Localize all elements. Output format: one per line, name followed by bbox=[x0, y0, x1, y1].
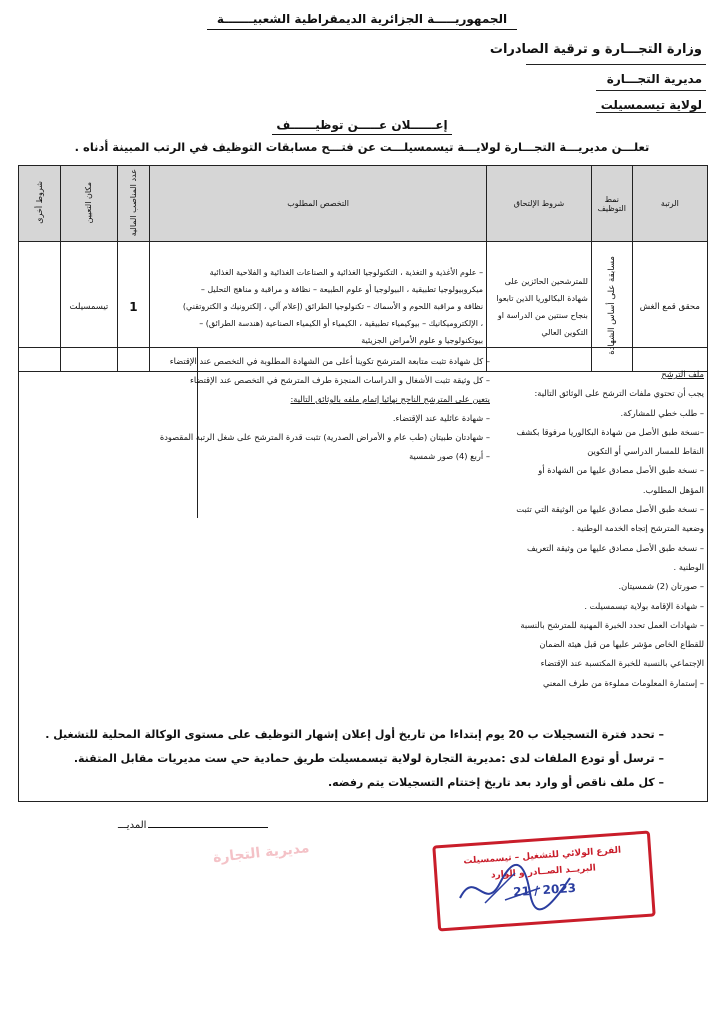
list-item: – أربع (4) صور شمسية bbox=[409, 451, 490, 461]
list-item: المؤهل المطلوب. bbox=[642, 484, 704, 495]
manager-signature-label bbox=[118, 820, 268, 831]
specialty-line: ميكروبيولوجيا تطبيقية ، البيولوجيا أو علوم الطبيعة – نظافة و مراقبة و مناهج التحليل – bbox=[200, 285, 484, 295]
faint-directorate-stamp: مديرية التجارة bbox=[212, 840, 311, 867]
specialty-line: ، الإلكتروميكانيك – بيوكيمياء تطبيقية ، الكيمياء أو الكيمياء الصناعية (هندسة الطرائق) – bbox=[199, 319, 484, 329]
header-grade: الرتبة bbox=[632, 166, 707, 242]
list-item: – نسخة طبق الأصل مصادق عليها من الشهادة أو bbox=[538, 465, 704, 476]
announcement-title-text: إعــــــلان عـــــن توظيــــــف bbox=[272, 118, 451, 135]
header-location bbox=[61, 166, 118, 242]
header-other-text: شروط أخرى bbox=[35, 181, 45, 225]
manager-label-text: المديـــ bbox=[118, 820, 147, 831]
file-list bbox=[499, 365, 704, 693]
note-submission-address: – ترسل أو تودع الملفات لدى :مديرية التجارة لولاية تيسمسيلت طريق حمادية حي ست مديريات مقابل المتقنة. bbox=[73, 752, 664, 765]
country-text: الجمهوريـــــة الجزائرية الديمقراطية الشعبيـــــــة bbox=[207, 12, 517, 30]
note-rejection: – كل ملف ناقص أو وارد بعد تاريخ إختتام التسجيلات يتم رفضه. bbox=[328, 776, 664, 789]
divider bbox=[596, 112, 706, 113]
list-item: للقطاع الخاص مؤشر عليها من قبل هيئة الضمان bbox=[539, 639, 704, 650]
header-positions-text: عدد المناصب المالية bbox=[128, 169, 138, 237]
list-item: الوطنية . bbox=[673, 561, 704, 572]
list-item: النقاط للمسار الدراسي أو التكوين bbox=[587, 446, 704, 457]
header-positions bbox=[117, 166, 149, 242]
list-item: – نسخة طبق الأصل مصادق عليها من وثيقة التعريف bbox=[526, 542, 704, 553]
stamp-line: البريــد الصــادر و الوارد bbox=[490, 863, 597, 881]
table-header-row bbox=[19, 166, 708, 242]
list-item: – شهادتان طبيتان (طب عام و الأمراض الصدرية) تثبت قدرة المترشح على شغل الرتبة المقصودة bbox=[159, 432, 490, 442]
divider bbox=[526, 64, 706, 65]
recruitment-table bbox=[18, 165, 708, 372]
wilaya-name: لولاية تيسمسيلت bbox=[600, 98, 702, 112]
list-item: – نسخة طبق الأصل مصادق عليها من الوثيقة التي تثبت bbox=[516, 504, 704, 515]
stamp-date: 2023 / 21 bbox=[512, 880, 577, 900]
header-specialty: التخصص المطلوب bbox=[150, 166, 487, 242]
list-item: – شهادة الإقامة بولاية تيسمسيلت . bbox=[584, 600, 704, 611]
list-item: – إستمارة المعلومات مملوءة من طرف المعني bbox=[543, 677, 704, 688]
cell-conditions: للمترشحين الحائزين على شهادة البكالوريا الذين تابعوا بنجاح سنتين من الدراسة او التكوين العالي bbox=[487, 242, 592, 372]
country-name bbox=[0, 12, 724, 26]
specialty-line: – علوم الأغذية و التغذية ، التكنولوجيا الغذائية و الصناعات الغذائية و الفلاحية الغذائية bbox=[209, 268, 484, 278]
signature-line bbox=[148, 827, 268, 828]
header-location-text: مكان التعيين bbox=[84, 181, 94, 224]
list-item: – طلب خطي للمشاركة. bbox=[620, 407, 704, 418]
cell-location: تيسمسيلت bbox=[61, 242, 118, 372]
announcement-title bbox=[0, 118, 724, 132]
note-registration-period: – تحدد فترة التسجيلات ب 20 يوم إبتداءا من تاريخ أول إعلان إشهار التوظيف على مستوى الوكالة المحلية للتشغيل . bbox=[45, 728, 664, 741]
list-item: وضعية المترشح إتجاه الخدمة الوطنية . bbox=[571, 523, 704, 534]
list-item: –نسخة طبق الأصل من شهادة البكالوريا مرفوقا بكشف bbox=[516, 426, 704, 437]
directorate-name: مديرية التجـــارة bbox=[606, 72, 702, 86]
cell-positions: 1 bbox=[117, 242, 149, 372]
header-mode: نمط التوظيف bbox=[591, 166, 632, 242]
specialty-line: نظافة و مراقبة اللحوم و الأسماك – تكنولوجيا الطرائق (إعلام آلي ، إلكترونيك و الكتروتقني) bbox=[182, 302, 484, 312]
list-item: – صورتان (2) شمسيتان. bbox=[618, 581, 704, 592]
extra-documents bbox=[30, 352, 490, 466]
ministry-name: وزارة التجـــارة و ترقية الصادرات bbox=[489, 42, 702, 57]
header-other bbox=[19, 166, 61, 242]
list-item: – كل شهادة تثبت متابعة المترشح تكوينا أعلى من الشهادة المطلوبة في التخصص عند الإقتضاء bbox=[169, 356, 490, 366]
cell-mode-text: مسابقة على أساس الشهادة bbox=[606, 255, 617, 355]
header-conditions: شروط الإلتحاق bbox=[487, 166, 592, 242]
announcement-intro: تعلـــن مديريـــة التجـــارة لولايـــة تيسمسيلـــت عن فتـــح مسابقات التوظيف في الرتب المبينة أدناه . bbox=[74, 140, 650, 154]
final-docs-heading: يتعين على المترشح الناجح نهائيا إتمام ملفه بالوثائق التالية: bbox=[290, 394, 490, 404]
specialty-line: بيوتكنولوجيا و علوم الأمراض الجزيئية bbox=[361, 336, 484, 346]
list-item: الإجتماعي بالنسبة للخبرة المكتسبة عند الإقتضاء bbox=[540, 658, 704, 669]
list-item: – شهادة عائلية عند الإقتضاء. bbox=[392, 413, 490, 423]
handwritten-signature-icon bbox=[455, 858, 575, 918]
list-item: – كل وثيقة تثبت الأشغال و الدراسات المنجزة طرف المترشح في التخصص عند الإقتضاء bbox=[189, 375, 490, 385]
list-item: – شهادات العمل تحدد الخبرة المهنية للمترشح بالنسبة bbox=[520, 619, 704, 630]
cell-grade: محقق قمع الغش bbox=[632, 242, 707, 372]
file-subheading: يجب أن تحتوي ملفات الترشح على الوثائق التالية: bbox=[534, 388, 704, 399]
stamp-line: الفرع الولائي للتشغيل – تيسمسيلت bbox=[463, 845, 622, 867]
file-heading: ملف الترشح bbox=[661, 369, 704, 379]
divider bbox=[596, 90, 706, 91]
